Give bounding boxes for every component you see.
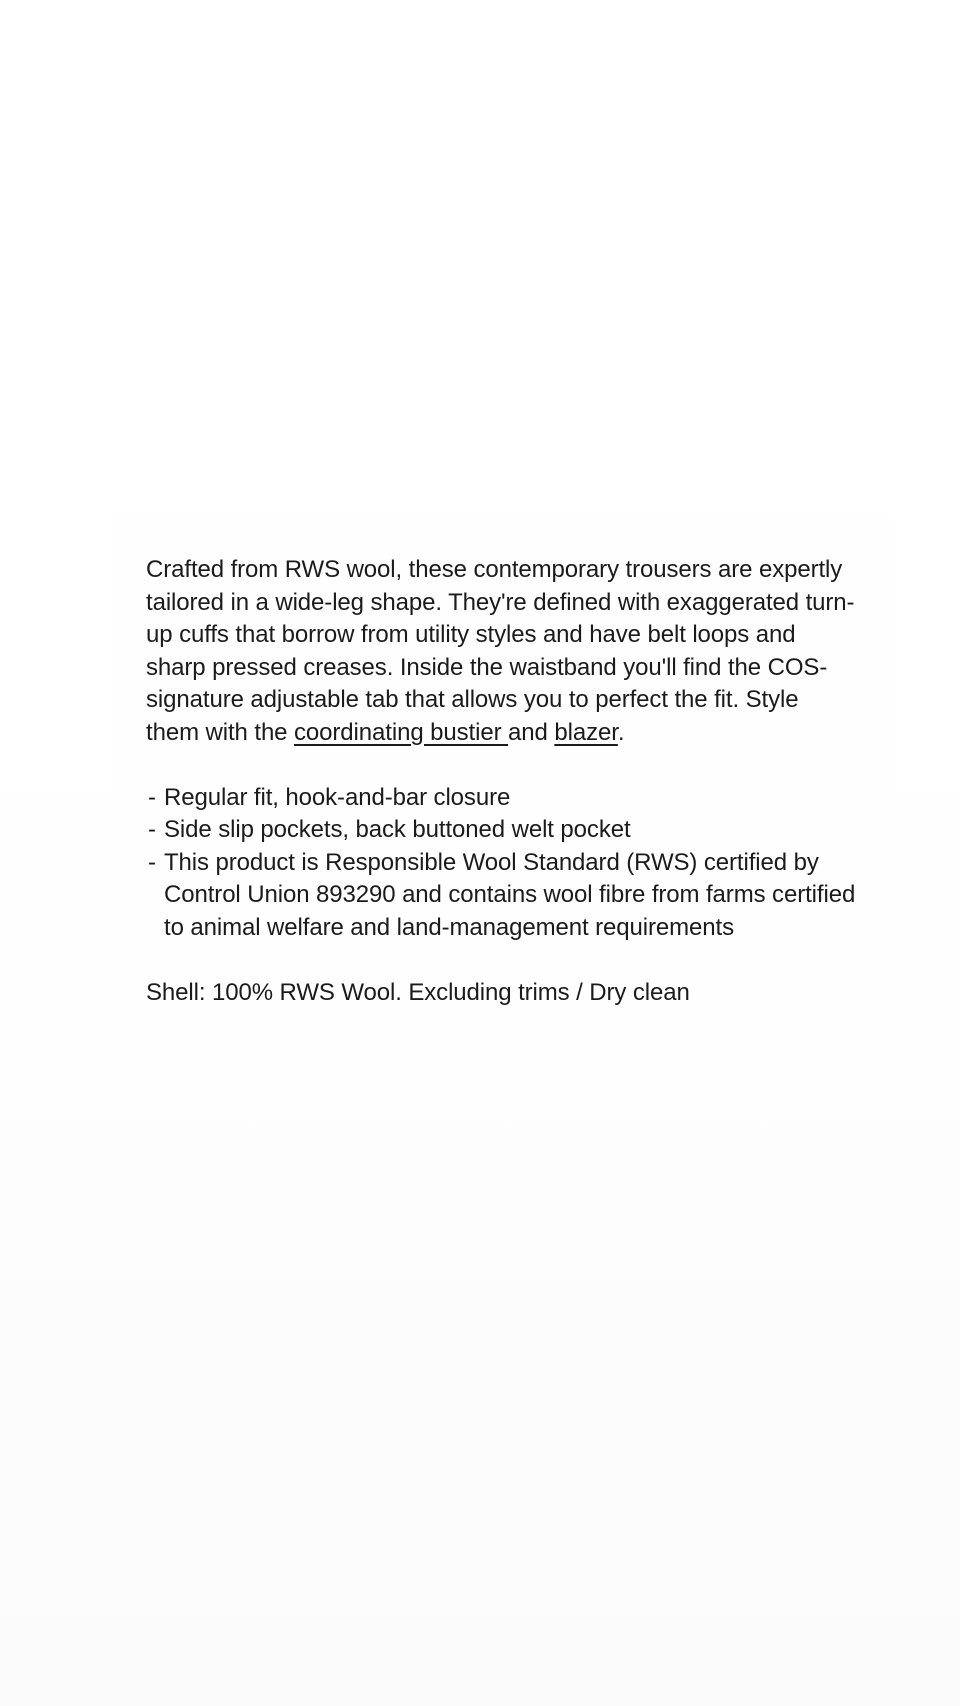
features-list bbox=[146, 782, 856, 945]
bullet-dash: - bbox=[148, 848, 156, 876]
blazer-link[interactable]: blazer bbox=[554, 718, 618, 746]
description-connector: and bbox=[508, 718, 555, 746]
bullet-dash: - bbox=[148, 783, 156, 811]
paragraph-spacer bbox=[146, 749, 856, 782]
feature-item bbox=[146, 814, 856, 847]
feature-text: Side slip pockets, back buttoned welt pocket bbox=[164, 816, 631, 843]
product-description bbox=[146, 554, 856, 1009]
feature-text: Regular fit, hook-and-bar closure bbox=[164, 783, 511, 811]
feature-item bbox=[146, 782, 856, 815]
feature-text: This product is Responsible Wool Standard (RWS) certified by Control Union 893290 and contains wool fibre from farms certified to animal welfare and land-management requirements bbox=[164, 848, 856, 941]
paragraph-spacer bbox=[146, 944, 856, 977]
composition-text: Shell: 100% RWS Wool. Excluding trims / Dry clean bbox=[146, 978, 690, 1006]
feature-item bbox=[146, 847, 856, 945]
coordinating-bustier-link[interactable]: coordinating bustier bbox=[294, 718, 509, 746]
description-period: . bbox=[617, 718, 625, 746]
product-description-card bbox=[112, 515, 890, 1085]
bullet-dash: - bbox=[148, 816, 156, 843]
description-paragraph bbox=[146, 554, 856, 749]
description-intro: Crafted from RWS wool, these contemporary trousers are expertly tailored in a wide-leg shape. They're defined with exaggerated turn-up cuffs that borrow from utility styles and have belt loops and sharp pressed creases. Inside the waistband you'll find the COS-signature adjustable tab that allows you to perfect the fit. Style them with the bbox=[146, 556, 855, 746]
